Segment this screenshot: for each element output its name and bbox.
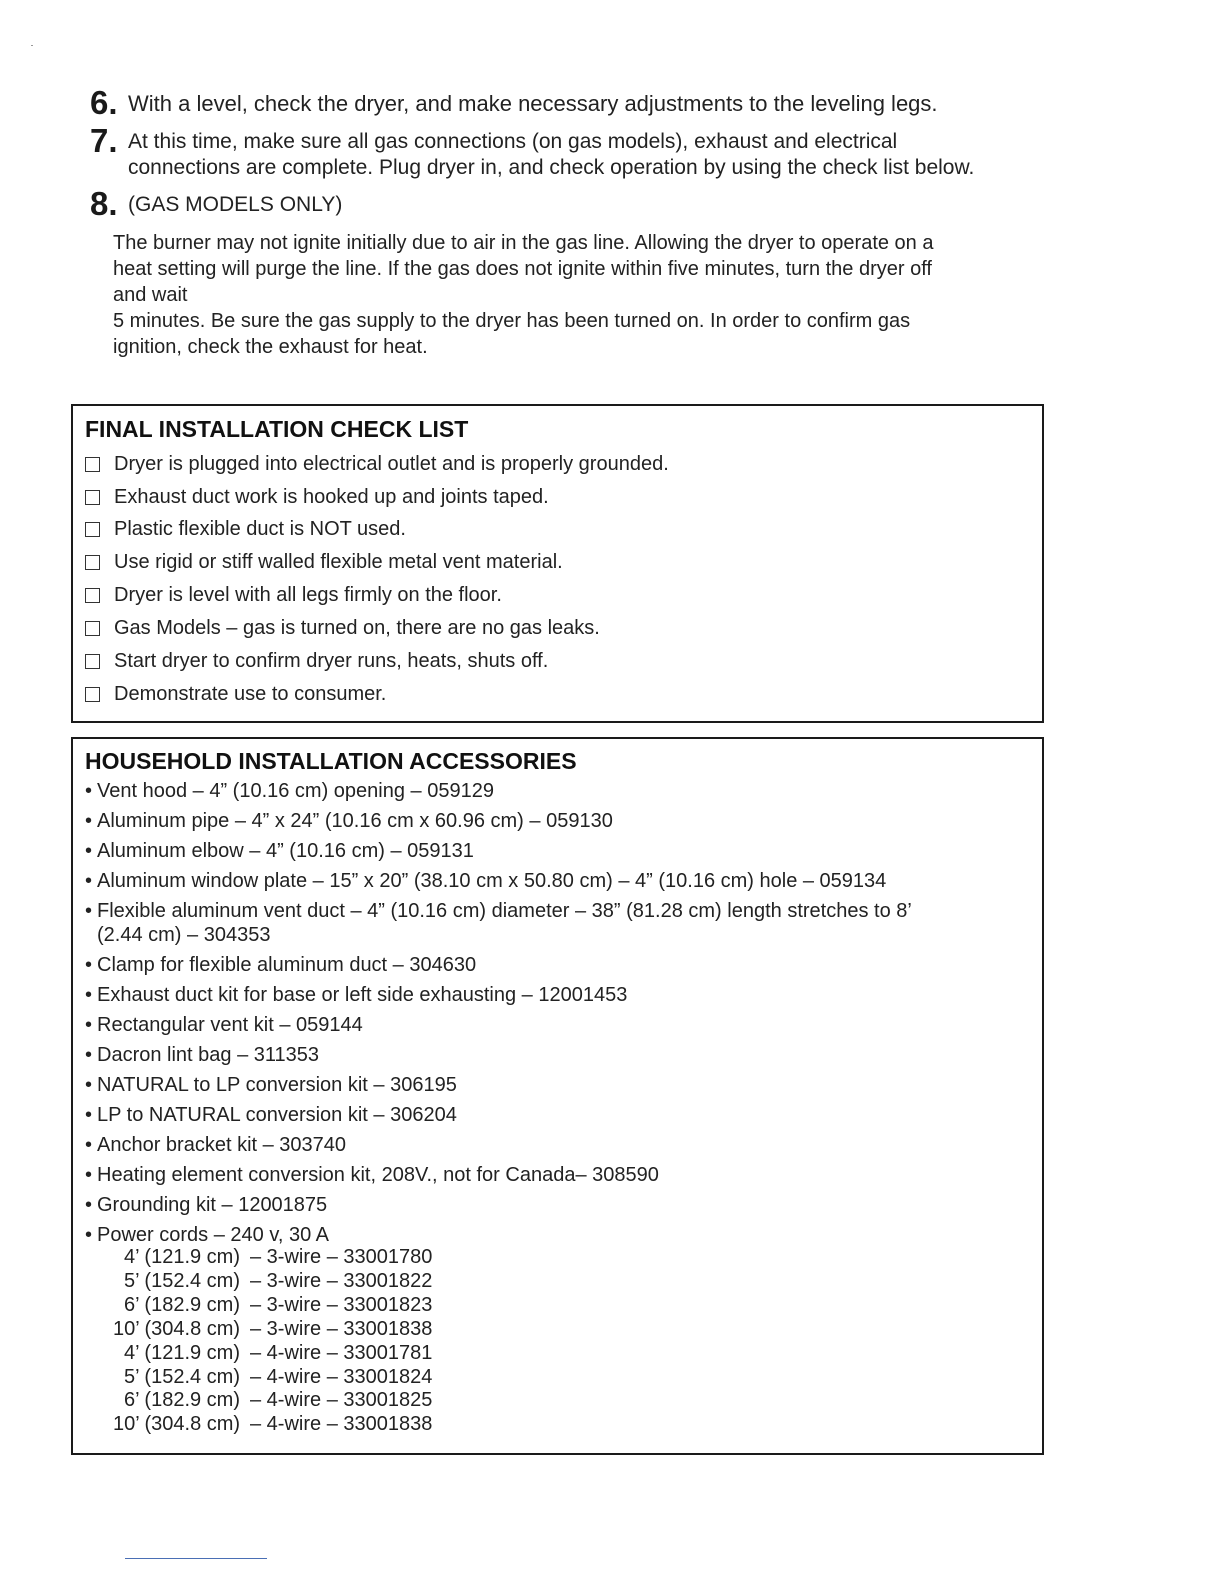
gas-note-line: and wait	[113, 284, 188, 306]
cord-length: 6’ (182.9 cm)	[124, 1293, 240, 1316]
accessory-text: Dacron lint bag – 311353	[97, 1044, 320, 1066]
cord-spec: – 3-wire – 33001838	[250, 1317, 433, 1340]
bullet-icon: •	[85, 1074, 93, 1096]
gas-note-line: heat setting will purge the line. If the gas does not ignite within five minutes, turn the dryer off	[113, 258, 932, 280]
checklist-title: FINAL INSTALLATION CHECK LIST	[85, 416, 469, 442]
bullet-icon: •	[85, 1104, 93, 1126]
step-number: 7.	[90, 122, 118, 159]
bullet-icon: •	[85, 1134, 93, 1156]
step-8	[90, 185, 1050, 222]
gas-note-line: 5 minutes. Be sure the gas supply to the dryer has been turned on. In order to confirm gas	[113, 310, 911, 332]
accessory-item	[85, 983, 1030, 1007]
accessory-text: Grounding kit – 12001875	[97, 1194, 328, 1216]
checklist-item	[85, 615, 600, 641]
accessory-text: (2.44 cm) – 304353	[97, 924, 271, 946]
checkbox-icon	[85, 588, 100, 603]
power-cord-row	[113, 1366, 432, 1390]
cord-length: 10’ (304.8 cm)	[113, 1317, 241, 1340]
accessory-item	[85, 1193, 1030, 1217]
accessory-text: Vent hood – 4” (10.16 cm) opening – 059129	[97, 780, 494, 802]
cord-spec: – 3-wire – 33001780	[250, 1246, 433, 1268]
checklist-item-label: Use rigid or stiff walled flexible metal vent material.	[114, 550, 563, 573]
step-7	[90, 124, 1050, 181]
accessory-item	[85, 839, 1030, 863]
checkbox-icon	[85, 522, 100, 537]
checklist-item-label: Exhaust duct work is hooked up and joints taped.	[114, 485, 549, 508]
accessory-item	[85, 953, 1030, 977]
bullet-icon: •	[85, 1164, 93, 1186]
power-cord-row	[113, 1318, 432, 1342]
power-cord-row	[113, 1246, 432, 1270]
checklist-item	[85, 681, 386, 707]
footer-rule	[125, 1558, 267, 1559]
cord-length: 5’ (152.4 cm)	[124, 1365, 240, 1388]
step-text-line: (GAS MODELS ONLY)	[128, 193, 343, 216]
checkbox-icon	[85, 555, 100, 570]
bullet-icon: •	[85, 810, 93, 832]
accessory-text: Heating element conversion kit, 208V., not for Canada– 308590	[97, 1164, 659, 1186]
cord-spec: – 4-wire – 33001838	[250, 1413, 433, 1436]
accessory-item	[85, 1103, 1030, 1127]
bullet-icon: •	[85, 900, 93, 922]
accessories-title: HOUSEHOLD INSTALLATION ACCESSORIES	[85, 748, 577, 774]
cord-spec: – 4-wire – 33001825	[250, 1389, 433, 1412]
checklist-item-label: Dryer is plugged into electrical outlet and is properly grounded.	[114, 452, 669, 475]
accessory-item	[85, 1013, 1030, 1037]
step-6	[90, 84, 1050, 121]
power-cord-row	[113, 1342, 432, 1366]
accessory-item	[85, 1223, 1030, 1247]
accessory-text: NATURAL to LP conversion kit – 306195	[97, 1074, 457, 1096]
bullet-icon: •	[85, 840, 93, 862]
gas-note	[113, 230, 1053, 360]
cord-length: 4’ (121.9 cm)	[124, 1246, 240, 1268]
checkbox-icon	[85, 654, 100, 669]
bullet-icon: •	[85, 1194, 93, 1216]
bullet-icon: •	[85, 1044, 93, 1066]
step-text-line: connections are complete. Plug dryer in, and check operation by using the check list below.	[128, 156, 975, 179]
checklist-item	[85, 549, 563, 575]
bullet-icon: •	[85, 870, 93, 892]
accessories-box	[71, 737, 1044, 1455]
power-cord-row	[113, 1294, 432, 1318]
checkbox-icon	[85, 687, 100, 702]
accessory-text: Flexible aluminum vent duct – 4” (10.16 cm) diameter – 38” (81.28 cm) length stretches to 8’	[97, 900, 912, 922]
accessory-item	[85, 899, 1030, 947]
accessory-text: Exhaust duct kit for base or left side exhausting – 12001453	[97, 984, 628, 1006]
accessory-text: Rectangular vent kit – 059144	[97, 1014, 363, 1036]
cord-spec: – 3-wire – 33001822	[250, 1269, 433, 1292]
accessory-item	[85, 1043, 1030, 1067]
accessory-text: Aluminum window plate – 15” x 20” (38.10 cm x 50.80 cm) – 4” (10.16 cm) hole – 059134	[97, 870, 887, 892]
bullet-icon: •	[85, 1224, 93, 1246]
final-checklist-box	[71, 404, 1044, 723]
scan-speck	[31, 45, 33, 46]
accessory-item	[85, 809, 1030, 833]
checklist-item	[85, 484, 549, 510]
power-cords-list	[113, 1246, 432, 1437]
accessory-text: Aluminum pipe – 4” x 24” (10.16 cm x 60.96 cm) – 059130	[97, 810, 613, 832]
checklist-item-label: Dryer is level with all legs firmly on the floor.	[114, 583, 502, 606]
checklist-item	[85, 451, 669, 477]
power-cord-row	[113, 1413, 432, 1437]
bullet-icon: •	[85, 780, 93, 802]
step-text-line: With a level, check the dryer, and make necessary adjustments to the leveling legs.	[128, 91, 938, 116]
checklist-item-label: Plastic flexible duct is NOT used.	[114, 517, 406, 540]
checkbox-icon	[85, 490, 100, 505]
gas-note-line: ignition, check the exhaust for heat.	[113, 336, 428, 358]
bullet-icon: •	[85, 954, 93, 976]
checklist-item	[85, 582, 502, 608]
checklist-item	[85, 516, 406, 542]
bullet-icon: •	[85, 984, 93, 1006]
accessory-text: Power cords – 240 v, 30 A	[97, 1224, 329, 1246]
accessory-text: Aluminum elbow – 4” (10.16 cm) – 059131	[97, 840, 474, 862]
accessory-item	[85, 1073, 1030, 1097]
checkbox-icon	[85, 621, 100, 636]
cord-spec: – 3-wire – 33001823	[250, 1293, 433, 1316]
accessory-item	[85, 779, 1030, 803]
accessory-text: Clamp for flexible aluminum duct – 304630	[97, 954, 477, 976]
accessory-item	[85, 1133, 1030, 1157]
checklist-item	[85, 648, 548, 674]
accessory-text: LP to NATURAL conversion kit – 306204	[97, 1104, 457, 1126]
bullet-icon: •	[85, 1014, 93, 1036]
step-text-line: At this time, make sure all gas connections (on gas models), exhaust and electrical	[128, 130, 898, 153]
checklist-item-label: Gas Models – gas is turned on, there are no gas leaks.	[114, 616, 600, 639]
cord-length: 10’ (304.8 cm)	[113, 1413, 241, 1436]
cord-spec: – 4-wire – 33001781	[250, 1341, 433, 1364]
cord-length: 6’ (182.9 cm)	[124, 1389, 240, 1412]
accessory-text: Anchor bracket kit – 303740	[97, 1134, 347, 1156]
gas-note-line: The burner may not ignite initially due to air in the gas line. Allowing the dryer to operate on a	[113, 232, 934, 254]
step-number: 6.	[90, 84, 118, 121]
cord-length: 4’ (121.9 cm)	[124, 1341, 240, 1364]
checklist-item-label: Demonstrate use to consumer.	[114, 682, 387, 705]
checkbox-icon	[85, 457, 100, 472]
cord-spec: – 4-wire – 33001824	[250, 1365, 433, 1388]
accessory-item	[85, 869, 1030, 893]
checklist-item-label: Start dryer to confirm dryer runs, heats, shuts off.	[114, 649, 549, 672]
power-cord-row	[113, 1270, 432, 1294]
power-cord-row	[113, 1389, 432, 1413]
accessories-list	[85, 779, 1030, 1253]
step-number: 8.	[90, 185, 118, 222]
accessory-item	[85, 1163, 1030, 1187]
cord-length: 5’ (152.4 cm)	[124, 1269, 240, 1292]
